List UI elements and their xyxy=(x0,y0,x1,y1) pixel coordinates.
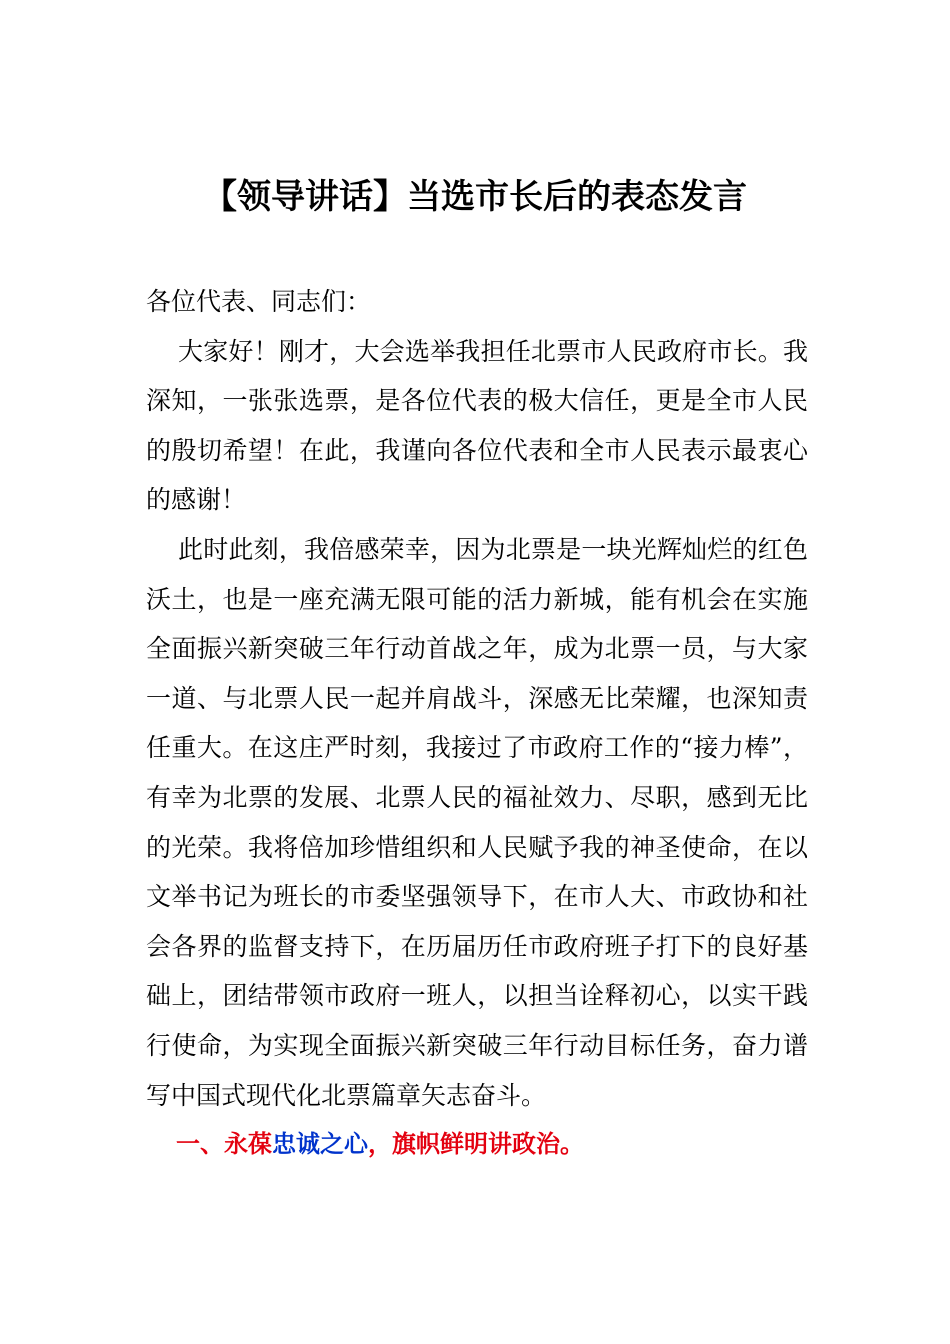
salutation: 各位代表、同志们： xyxy=(146,287,372,316)
section-heading-part-1: 一、永葆 xyxy=(176,1130,272,1159)
document-body xyxy=(146,277,808,1170)
section-heading-part-2: 忠诚之心 xyxy=(272,1130,368,1159)
document-title: 【领导讲话】当选市长后的表态发言 xyxy=(203,177,747,217)
paragraph-2: 此时此刻，我倍感荣幸，因为北票是一块光辉灿烂的红色沃土，也是一座充满无限可能的活力新城，能有机会在实施全面振兴新突破三年行动首战之年，成为北票一员，与大家一道、与北票人民一起并肩战斗，深感无比荣耀，也深知责任重大。在这庄严时刻，我接过了市政府工作的“接力棒”，有幸为北票的发展、北票人民的福祉效力、尽职，感到无比的光荣。我将倍加珍惜组织和人民赋予我的神圣使命，在以文举书记为班长的市委坚强领导下，在市人大、市政协和社会各界的监督支持下，在历届历任市政府班子打下的良好基础上，团结带领市政府一班人，以担当诠释初心，以实干践行使命，为实现全面振兴新突破三年行动目标任务，奋力谱写中国式现代化北票篇章矢志奋斗。 xyxy=(146,534,808,1110)
paragraph-1: 大家好！刚才，大会选举我担任北票市人民政府市长。我深知，一张张选票，是各位代表的极大信任，更是全市人民的殷切希望！在此，我谨向各位代表和全市人民表示最衷心的感谢！ xyxy=(146,336,808,515)
section-heading-1 xyxy=(146,1120,808,1170)
section-heading-part-3: ，旗帜鲜明讲政治。 xyxy=(368,1130,584,1159)
